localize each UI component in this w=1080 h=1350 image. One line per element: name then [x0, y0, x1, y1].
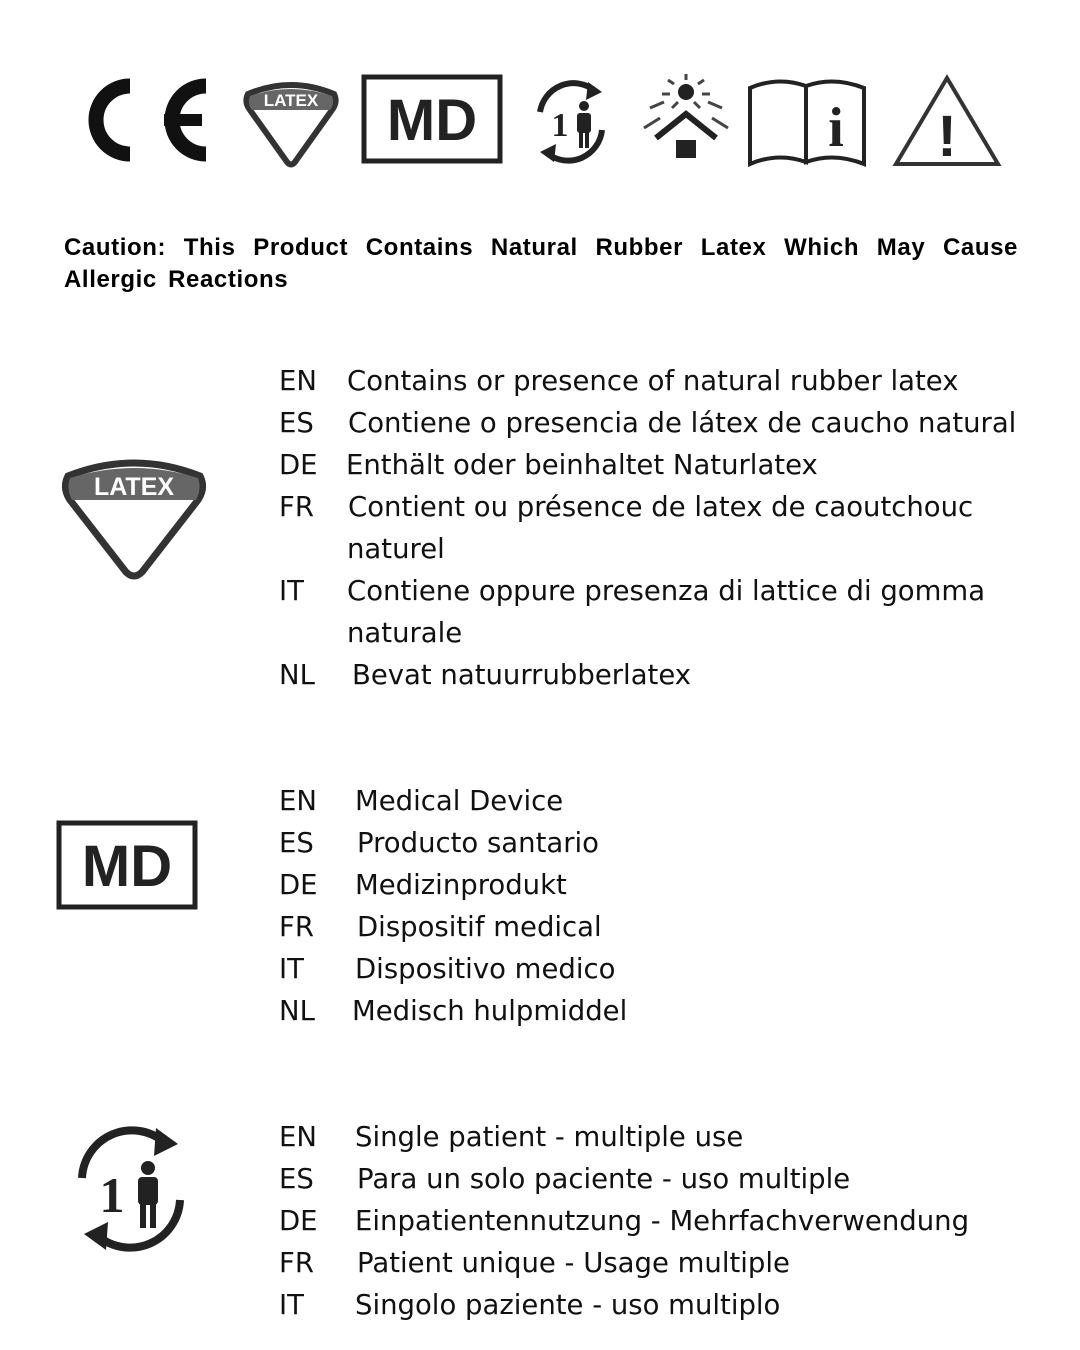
translation-text: Contains or presence of natural rubber latex	[347, 365, 959, 397]
translation-row	[279, 1158, 969, 1200]
translation-row	[279, 402, 1016, 444]
translation-text: Contiene o presencia de látex de caucho natural	[348, 407, 1017, 439]
latex-icon-label: LATEX	[263, 91, 319, 110]
language-code: FR	[279, 1247, 314, 1279]
language-code: EN	[279, 365, 317, 397]
translation-text: Contiene oppure presenza di lattice di gomma	[347, 575, 986, 607]
translation-text: Medical Device	[355, 785, 564, 817]
translation-text: Patient unique - Usage multiple	[357, 1247, 790, 1279]
translation-row	[279, 780, 627, 822]
md-icon-label: MD	[386, 88, 478, 153]
translation-text: Dispositivo medico	[355, 953, 616, 985]
medical-device-translations	[279, 780, 627, 1032]
language-code: EN	[279, 785, 317, 817]
translation-row	[279, 1116, 969, 1158]
translation-row	[279, 1284, 969, 1326]
symbol-row	[70, 62, 1010, 182]
md-section-icon-label: MD	[81, 834, 173, 899]
language-code: IT	[279, 953, 304, 985]
translation-continuation-row	[279, 612, 1016, 654]
translation-row	[279, 990, 627, 1032]
language-code: FR	[279, 491, 314, 523]
latex-icon	[240, 74, 342, 170]
translation-text: Para un solo paciente - uso multiple	[357, 1163, 851, 1195]
translation-row	[279, 444, 1016, 486]
latex-translations	[279, 360, 1016, 696]
medical-device-icon	[361, 74, 503, 164]
language-code: IT	[279, 1289, 304, 1321]
translation-text: Medisch hulpmiddel	[352, 995, 628, 1027]
translation-row	[279, 1242, 969, 1284]
language-code: ES	[279, 827, 314, 859]
single-patient-icon-label: 1	[551, 107, 569, 144]
language-code: FR	[279, 911, 314, 943]
language-code: IT	[279, 575, 304, 607]
translation-text: Producto santario	[357, 827, 599, 859]
translation-row	[279, 1200, 969, 1242]
caution-icon	[892, 72, 1002, 168]
keep-away-from-sunlight-icon	[634, 68, 738, 172]
translation-row	[279, 570, 1016, 612]
translation-row	[279, 654, 1016, 696]
single-patient-translations	[279, 1116, 969, 1326]
instructions-icon-label: i	[828, 97, 844, 159]
single-patient-multiple-use-icon	[522, 72, 620, 170]
language-code: DE	[279, 869, 318, 901]
translation-text: Enthält oder beinhaltet Naturlatex	[346, 449, 818, 481]
language-code: NL	[279, 659, 315, 691]
language-code: NL	[279, 995, 315, 1027]
medical-device-icon	[56, 820, 198, 914]
translation-text: Bevat natuurrubberlatex	[352, 659, 692, 691]
latex-section-icon-label: LATEX	[93, 473, 175, 501]
translation-text: Contient ou présence de latex de caoutchouc	[348, 491, 974, 523]
caution-icon-label: !	[937, 104, 957, 168]
translation-text: Single patient - multiple use	[355, 1121, 744, 1153]
translation-text: Singolo paziente - uso multiplo	[355, 1289, 781, 1321]
language-code: DE	[279, 1205, 318, 1237]
language-code: EN	[279, 1121, 317, 1153]
translation-text: Einpatientennutzung - Mehrfachverwendung	[355, 1205, 970, 1237]
translation-row	[279, 864, 627, 906]
translation-text: Medizinprodukt	[355, 869, 567, 901]
translation-row	[279, 906, 627, 948]
language-code: ES	[279, 407, 314, 439]
translation-row	[279, 486, 1016, 528]
latex-icon	[58, 446, 210, 588]
translation-row	[279, 948, 627, 990]
language-code: ES	[279, 1163, 314, 1195]
consult-instructions-icon	[746, 70, 870, 168]
translation-continuation-text: naturale	[347, 617, 463, 649]
translation-continuation-text: naturel	[347, 533, 445, 565]
translation-row	[279, 822, 627, 864]
translation-text: Dispositif medical	[357, 911, 602, 943]
single-patient-section-icon-label: 1	[99, 1167, 125, 1223]
translation-continuation-row	[279, 528, 1016, 570]
single-patient-multiple-use-icon	[60, 1118, 202, 1264]
translation-row	[279, 360, 1016, 402]
caution-notice: Caution: This Product Contains Natural Rubber Latex Which May Cause Allergic Reactions	[64, 234, 1018, 293]
language-code: DE	[279, 449, 318, 481]
ce-mark-icon	[78, 72, 210, 168]
